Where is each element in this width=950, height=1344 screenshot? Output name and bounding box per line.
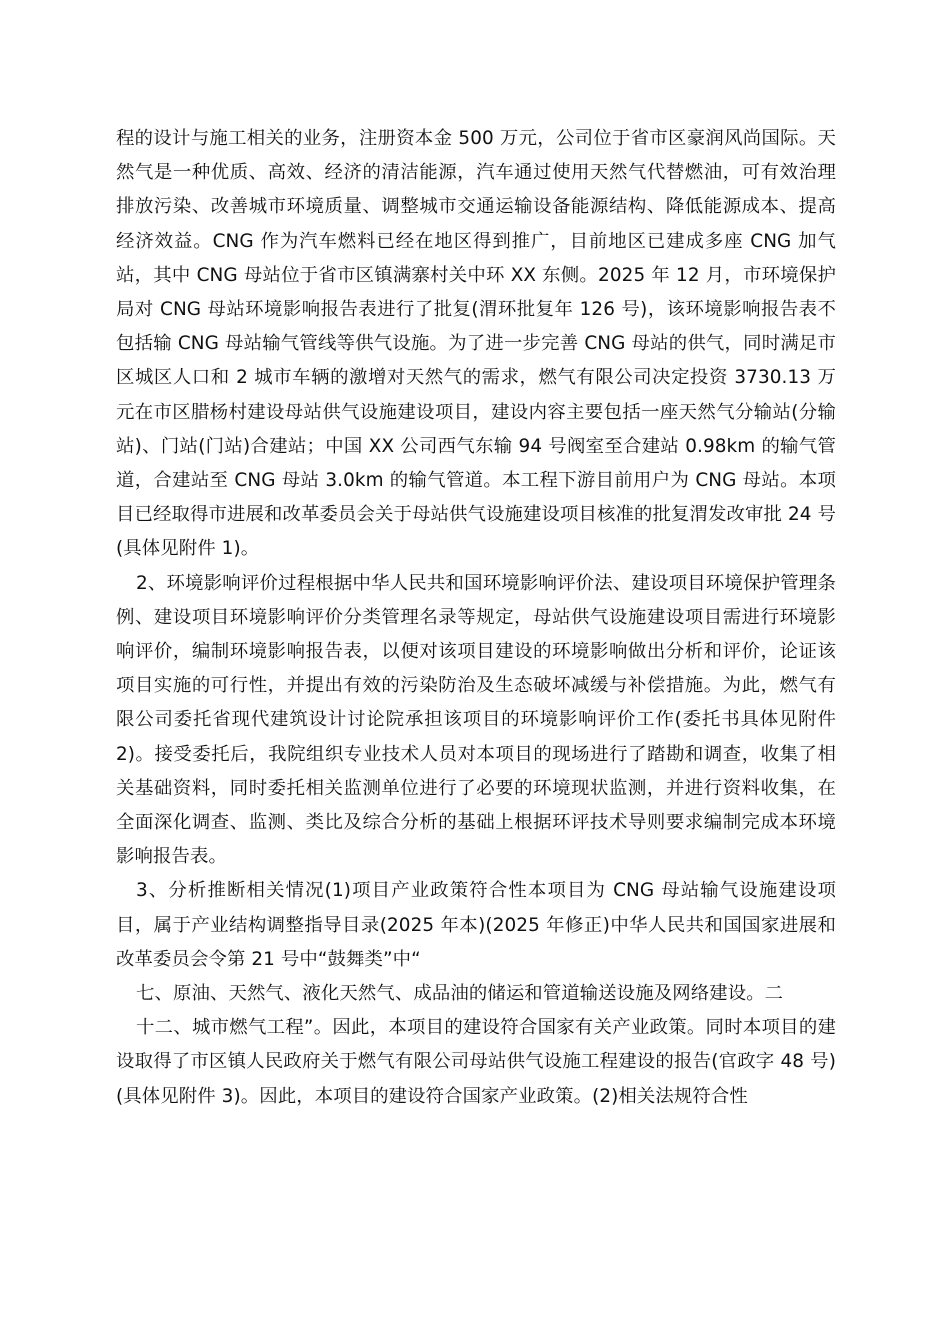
paragraph-project-background: 程的设计与施工相关的业务，注册资本金 500 万元，公司位于省市区豪润风尚国际。天然气是一种优质、高效、经济的清洁能源，汽车通过使用天然气代替燃油，可有效治理排放污染、改善城市环境质量、调整城市交通运输设备能源结构、降低能源成本、提高经济效益。CNG 作为汽车燃料已经在地区得到推广，目前地区已建成多座 CNG 加气站，其中 CNG 母站位于省市区镇满寨村关中环 XX 东侧。2025 年 12 月，市环境保护局对 CNG 母站环境影响报告表进行了批复(渭环批复年 126 号)，该环境影响报告表不包括输 CNG 母站输气管线等供气设施。为了进一步完善 CNG 母站的供气，同时满足市区城区人口和 2 城市车辆的激增对天然气的需求，燃气有限公司决定投资 3730.13 万元在市区腊杨村建设母站供气设施建设项目，建设内容主要包括一座天然气分输站(分输站)、门站(门站)合建站；中国 XX 公司西气东输 94 号阀室至合建站 0.98km 的输气管道，合建站至 CNG 母站 3.0km 的输气管道。本工程下游目前用户为 CNG 母站。本项目已经取得市进展和改革委员会关于母站供气设施建设项目核准的批复渭发改审批 24 号(具体见附件 1)。	[116, 128, 836, 560]
paragraph-policy-analysis: 3、分析推断相关情况(1)项目产业政策符合性本项目为 CNG 母站输气设施建设项目，属于产业结构调整指导目录(2025 年本)(2025 年修正)中华人民共和国国家进展和改革委员会令第 21 号中“鼓舞类”中“	[116, 880, 836, 970]
paragraph-item-twelve: 十二、城市燃气工程”。因此，本项目的建设符合国家有关产业政策。同时本项目的建设取得了市区镇人民政府关于燃气有限公司母站供气设施工程建设的报告(官政字 48 号)(具体见附件 3)。因此，本项目的建设符合国家产业政策。(2)相关法规符合性	[116, 1017, 836, 1107]
document-body	[116, 122, 836, 1114]
paragraph-eia-process: 2、环境影响评价过程根据中华人民共和国环境影响评价法、建设项目环境保护管理条例、建设项目环境影响评价分类管理名录等规定，母站供气设施建设项目需进行环境影响评价，编制环境影响报告表，以便对该项目建设的环境影响做出分析和评价，论证该项目实施的可行性，并提出有效的污染防治及生态破坏减缓与补偿措施。为此，燃气有限公司委托省现代建筑设计讨论院承担该项目的环境影响评价工作(委托书具体见附件 2)。接受委托后，我院组织专业技术人员对本项目的现场进行了踏勘和调查，收集了相关基础资料，同时委托相关监测单位进行了必要的环境现状监测，并进行资料收集，在全面深化调查、监测、类比及综合分析的基础上根据环评技术导则要求编制完成本环境影响报告表。	[116, 572, 836, 868]
paragraph-item-seven: 七、原油、天然气、液化天然气、成品油的储运和管道输送设施及网络建设。二	[136, 983, 784, 1005]
